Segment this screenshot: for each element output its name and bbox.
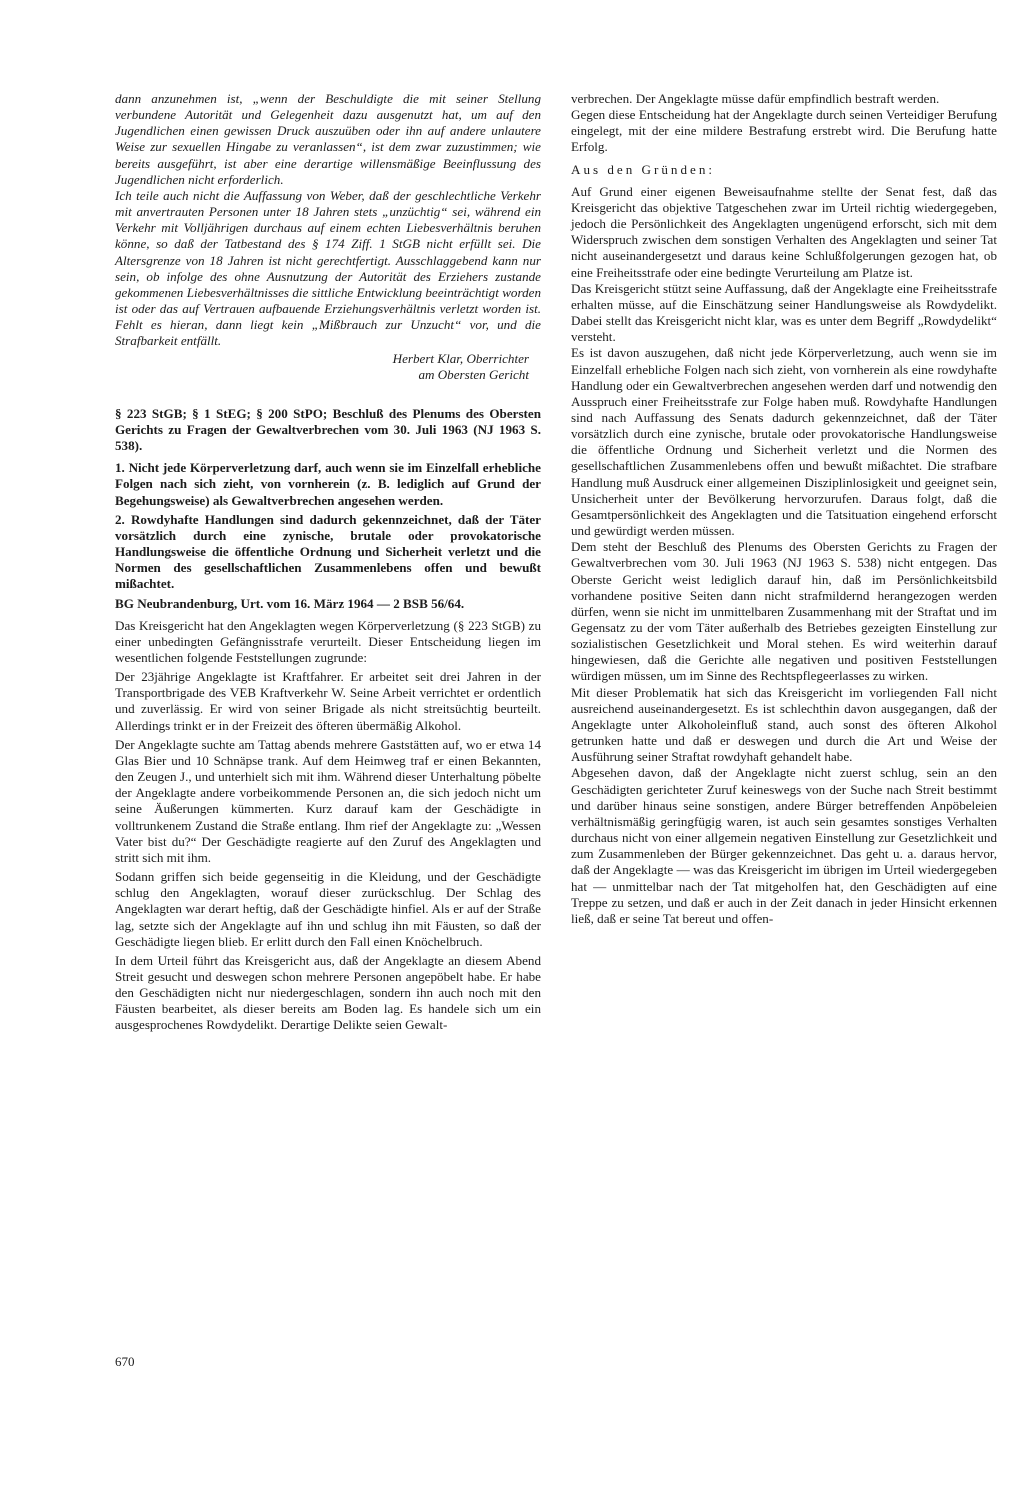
body-paragraph: Das Kreisgericht stützt seine Auffassung, daß der Angeklagte eine Freiheitsstrafe erhalten müsse, auf die Einschätzung seiner Handlungsweise als Rowdydelikt. Dabei stellt das Kreisgericht nicht klar, was es unter dem Begriff „Rowdydelikt“ versteht. [571, 280, 997, 345]
body-paragraph: Abgesehen davon, daß der Angeklagte nicht zuerst schlug, sein an den Geschädigten gerichteter Zuruf keineswegs von der Suche nach Streit bestimmt und darüber hinaus seine sonstigen, andere Bürger betreffenden Anpöbeleien verhältnismäßig geringfügig waren, ist auch sein gesamtes sonstiges Verhalten durchaus nicht von einer allgemein negativen Einstellung zur Gesetzlichkeit und zum Zusammenleben der Bürger gekennzeichnet. Das geht u. a. daraus hervor, daß der Angeklagte — was das Kreisgericht im übrigen im Urteil wiedergegeben hat — unmittelbar nach der Tat mitgeholfen hat, den Geschädigten auf eine Treppe zu setzen, und daß er auch in der Zeit danach in jeder Hinsicht erkennen ließ, daß er seine Tat bereut und offen- [571, 765, 997, 926]
headnote-1: 1. Nicht jede Körperverletzung darf, auch wenn sie im Einzelfall erhebliche Folgen nach sich zieht, von vornherein (z. B. lediglich auf Grund der Begehungsweise) als Gewaltverbrechen angesehen werden. [115, 460, 541, 508]
headnote-2: 2. Rowdyhafte Handlungen sind dadurch gekennzeichnet, daß der Täter vorsätzlich durch eine zynische, brutale oder provokatorische Handlungsweise die öffentliche Ordnung und Sicherheit verletzt und die Normen des gesellschaftlichen Zusammenlebens offen und bewußt mißachtet. [115, 511, 541, 592]
decision-heading-block [115, 406, 541, 612]
court-citation: BG Neubrandenburg, Urt. vom 16. März 1964 — 2 BSB 56/64. [115, 595, 465, 611]
body-paragraph: Der 23jährige Angeklagte ist Kraftfahrer. Er arbeitet seit drei Jahren in der Transportbrigade des VEB Kraftverkehr W. Seine Arbeit verrichtet er ordentlich und zuverlässig. Er wird von seiner Brigade als nicht streitsüchtig beurteilt. Allerdings trinkt er in der Freizeit des öfteren übermäßig Alkohol. [115, 669, 541, 733]
body-paragraph: Das Kreisgericht hat den Angeklagten wegen Körperverletzung (§ 223 StGB) zu einer unbedingten Gefängnisstrafe verurteilt. Dieser Entscheidung liegen im wesentlichen folgende Feststellungen zugrunde: [115, 617, 541, 665]
body-paragraph: Der Angeklagte suchte am Tattag abends mehrere Gaststätten auf, wo er etwa 14 Glas Bier und 10 Schnäpse trank. Auf dem Heimweg traf er einen Bekannten, den Zeugen J., und unterhielt sich mit ihm. Während dieser Unterhaltung pöbelte der Angeklagte andere vorbeikommende Personen an, die sich jedoch nicht um seine Äußerungen kümmerten. Kurz darauf kam der Geschädigte in volltrunkenem Zustand die Straße entlang. Ihm rief der Angeklagte zu: „Wessen Vater bist du?“ Der Geschädigte reagierte auf den Zuruf des Angeklagten und stritt sich mit ihm. [115, 736, 541, 865]
page-number: 670 [115, 1354, 135, 1369]
body-paragraph: verbrechen. Der Angeklagte müsse dafür empfindlich bestraft werden. [571, 91, 940, 106]
signature-name: Herbert Klar, Oberrichter [392, 350, 529, 366]
body-paragraph: Es ist davon auszugehen, daß nicht jede Körperverletzung, auch wenn sie im Einzelfall erhebliche Folgen nach sich zieht, von vornherein als eine rowdyhafte Handlung oder ein Gewaltverbrechen angesehen werden darf und notwendig den Ausspruch einer Freiheitsstrafe zur Folge haben muß. Rowdyhafte Handlungen sind nach Auffassung des Senats dadurch gekennzeichnet, daß der Täter vorsätzlich durch eine zynische, brutale oder provokatorische Handlungsweise die öffentliche Ordnung und Sicherheit verletzt und die Normen des gesellschaftlichen Zusammenlebens offen und bewußt mißachtet. Die strafbare Handlung muß Ausdruck einer allgemeinen Disziplinlosigkeit und geeignet sein, Unsicherheit unter der Bevölkerung hervorzurufen. Daraus folgt, daß die Gesamtpersönlichkeit des Angeklagten und die Tatsituation eingehend erforscht und gewürdigt werden müssen. [571, 345, 997, 539]
section-title: Aus den Gründen: [571, 161, 716, 177]
body-paragraph: Dem steht der Beschluß des Plenums des Obersten Gerichts zu Fragen der Gewaltverbrechen vom 30. Juli 1963 (NJ 1963 S. 538) nicht entgegen. Das Oberste Gericht weist lediglich darauf hin, daß im Persönlichkeitsbild vorhandene positive Seiten dann nicht strafmildernd herangezogen werden dürfen, wenn sie nicht im unmittelbaren Zusammenhang mit der Straftat und im Gegensatz zu der vom Täter außerhalb des Betriebes gezeigten Einstellung zur sozialistischen Gesetzlichkeit und Moral stehen. Es wird weiterhin darauf hingewiesen, daß die Gerichte alle negativen und positiven Feststellungen würdigen müssen, um im Sinne des Rechtspflegeerlasses zu wirken. [571, 539, 997, 684]
body-paragraph: Mit dieser Problematik hat sich das Kreisgericht im vorliegenden Fall nicht ausreichend auseinandergesetzt. Es ist schlechthin davon ausgegangen, daß der Angeklagte unter Alkoholeinfluß stand, auch sonst des öfteren Alkohol getrunken hatte und daß er deswegen und durch die Art und Weise der Ausführung seiner Straftat rowdyhaft gehandelt habe. [571, 684, 997, 765]
decision-heading: § 223 StGB; § 1 StEG; § 200 StPO; Beschluß des Plenums des Obersten Gerichts zu Fragen der Gewaltverbrechen vom 30. Juli 1963 (NJ 1963 S. 538). [115, 405, 541, 454]
signature [115, 351, 529, 383]
body-paragraph: In dem Urteil führt das Kreisgericht aus, daß der Angeklagte an diesem Abend Streit gesucht und deswegen schon mehrere Personen angepöbelt habe. Er habe den Geschädigten nicht nur niedergeschlagen, sondern ihn auch noch mit den Fäusten bearbeitet, als dieser bereits am Boden lag. Es handele sich um ein ausgesprochenes Rowdydelikt. Derartige Delikte seien Gewalt- [115, 952, 541, 1033]
body-paragraph: Sodann griffen sich beide gegenseitig in die Kleidung, und der Geschädigte schlug den Angeklagten, worauf dieser zurückschlug. Der Schlag des Angeklagten war derart heftig, daß der Geschädigte hinfiel. Als er auf der Straße lag, setzte sich der Angeklagte auf ihn und schlug ihn mit Fäusten, so daß der Geschädigte liegen blieb. Er erlitt durch den Fall einen Knöchelbruch. [115, 869, 541, 949]
body-paragraph: Gegen diese Entscheidung hat der Angeklagte durch seinen Verteidiger Berufung eingelegt, mit der eine mildere Bestrafung erstrebt wird. Die Berufung hatte Erfolg. [571, 107, 997, 155]
intro-paragraph-2: Ich teile auch nicht die Auffassung von Weber, daß der geschlechtliche Verkehr mit anvertrauten Personen unter 18 Jahren stets „unzüchtig“ sei, während ein Verkehr mit Volljährigen durchaus auf einem echten Liebesverhältnis beruhen könne, so daß der Tatbestand des § 174 Ziff. 1 StGB nicht erfüllt sei. Die Altersgrenze von 18 Jahren ist nicht gerechtfertigt. Ausschlaggebend kann nur sein, ob infolge des ohne Ausnutzung der Autorität des Erziehers zustande gekommenen Liebesverhältnisses die sittliche Entwicklung beeinträchtigt worden ist oder das auf Vertrauen aufbauende Erziehungsverhältnis verletzt worden ist. Fehlt es hieran, dann liegt kein „Mißbrauch zur Unzucht“ vor, und die Strafbarkeit entfällt. [115, 187, 541, 349]
intro-paragraph-1: dann anzunehmen ist, „wenn der Beschuldigte die mit seiner Stellung verbundene Autorität und Gelegenheit dazu ausgenutzt hat, um auf den Jugendlichen einen gewissen Druck auszuüben oder ihn auf andere unlautere Weise zur sexuellen Hingabe zu veranlassen“, ist dem zwar zuzustimmen; wie bereits ausgeführt, ist aber eine derartige willensmäßige Beeinflussung des Jugendlichen nicht erforderlich. [115, 91, 541, 187]
body-paragraph: Auf Grund einer eigenen Beweisaufnahme stellte der Senat fest, daß das Kreisgericht das objektive Tatgeschehen zwar im Urteil richtig wiedergegeben, jedoch die Persönlichkeit des Angeklagten ungenügend erforscht, sich mit dem Widerspruch zwischen dem sonstigen Verhalten des Angeklagten und seiner Tat nicht auseinandergesetzt und daraus keine Schlußfolgerungen gezogen hat, ob eine Freiheitsstrafe oder eine bedingte Verurteilung am Platze ist. [571, 183, 997, 280]
right-column [571, 91, 997, 927]
left-column [115, 91, 541, 1034]
signature-court: am Obersten Gericht [418, 366, 529, 382]
